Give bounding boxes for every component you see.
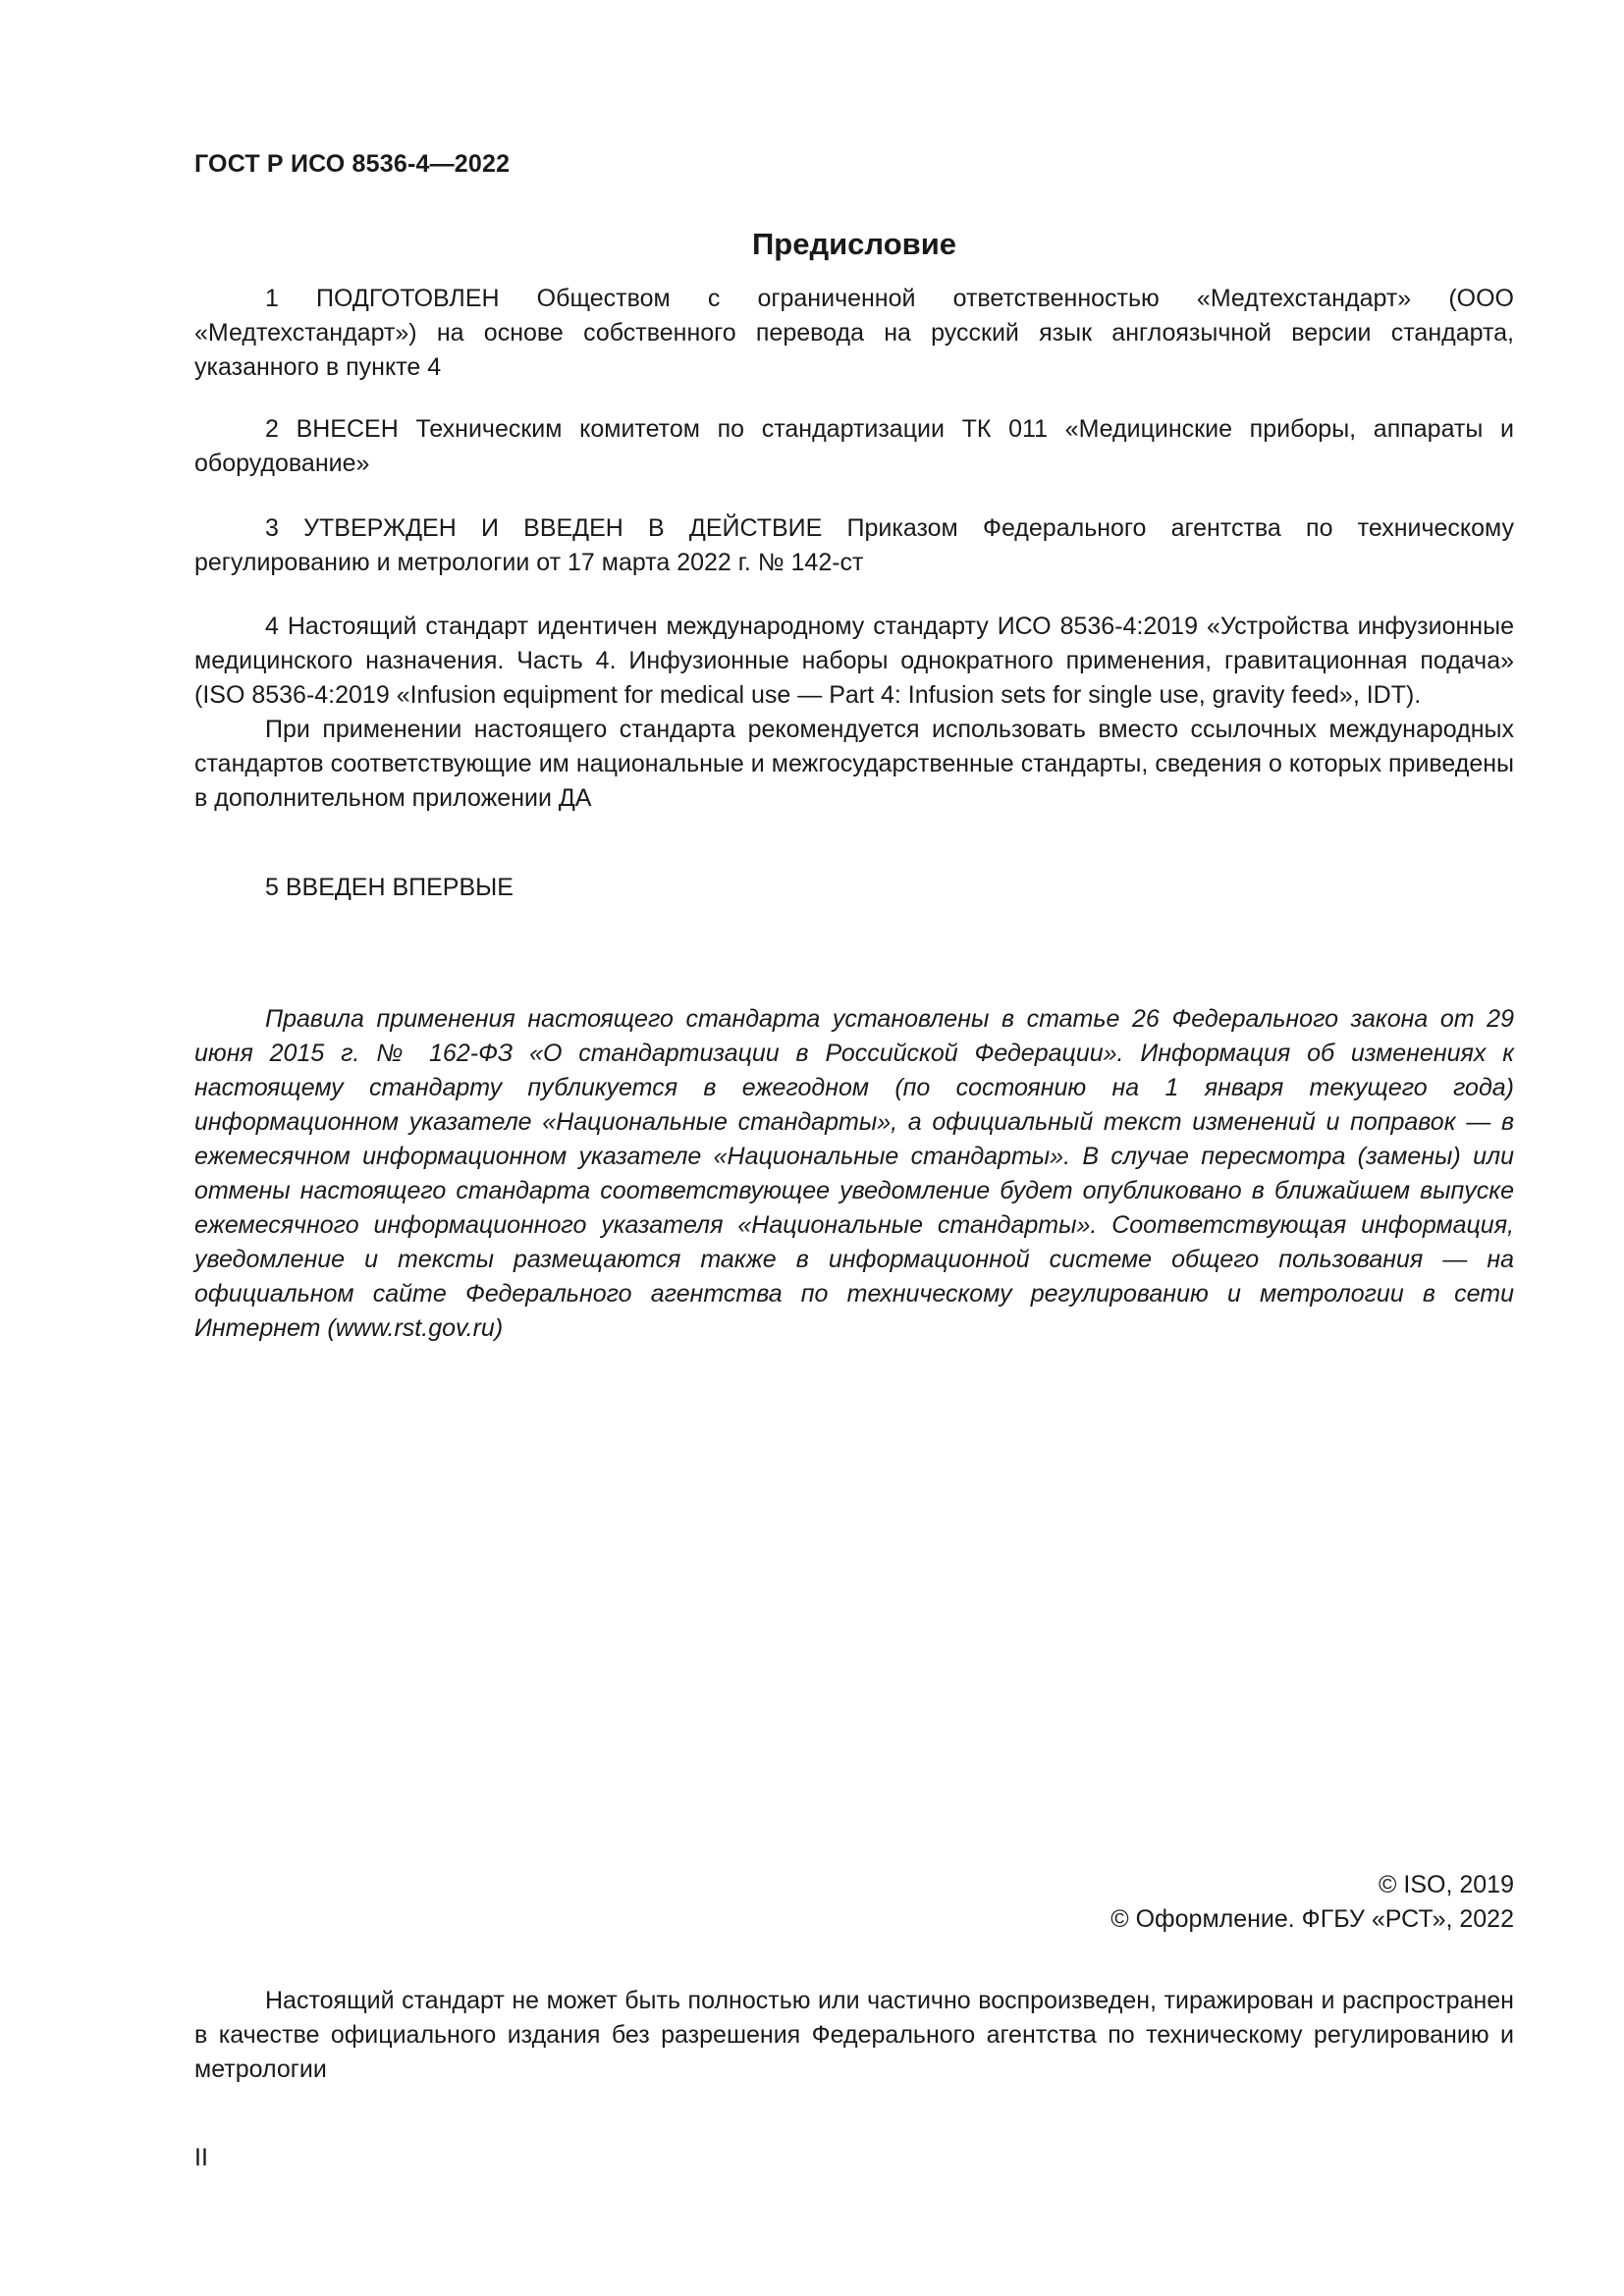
copyright-block (729, 1868, 1514, 1937)
document-code-header: ГОСТ Р ИСО 8536-4—2022 (194, 150, 511, 178)
foreword-item-4-note: При применении настоящего стандарта рекомендуется использовать вместо ссылочных международных стандартов соответствующие им национальные и межгосударственные стандарты, сведения о которых приведены в дополнительном приложении ДА (194, 716, 1514, 812)
foreword-item-4 (194, 610, 1514, 816)
foreword-item-1 (194, 282, 1514, 385)
foreword-item-1-text: 1 ПОДГОТОВЛЕН Обществом с ограниченной ответственностью «Медтехстандарт» (ООО «Медтехстандарт») на основе собственного перевода на русский язык англоязычной версии стандарта, указанного в пункте 4 (194, 285, 1514, 381)
copyright-iso: © ISO, 2019 (1379, 1871, 1514, 1898)
foreword-item-5 (194, 871, 1514, 905)
reproduction-notice (194, 1984, 1514, 2087)
copyright-design: © Оформление. ФГБУ «РСТ», 2022 (1110, 1905, 1514, 1933)
page-title: Предисловие (751, 227, 956, 261)
reproduction-notice-text: Настоящий стандарт не может быть полностью или частично воспроизведен, тиражирован и распространен в качестве официального издания без разрешения Федерального агентства по техническому регулированию и метрологии (194, 1987, 1514, 2083)
foreword-item-2-text: 2 ВНЕСЕН Техническим комитетом по стандартизации ТК 011 «Медицинские приборы, аппараты и оборудование» (194, 415, 1514, 477)
page-number: II (194, 2144, 208, 2171)
rules-notice-text: Правила применения настоящего стандарта установлены в статье 26 Федерального закона от 29 июня 2015 г. № 162-ФЗ «О стандартизации в Российской Федерации». Информация об изменениях к настоящему стандарту публикуется в ежегодном (по состоянию на 1 января текущего года) информационном указателе «Национальные стандарты», а официальный текст изменений и поправок — в ежемесячном информационном указателе «Национальные стандарты». В случае пересмотра (замены) или отмены настоящего стандарта соответствующее уведомление будет опубликовано в ближайшем выпуске ежемесячного информационного указателя «Национальные стандарты». Соответствующая информация, уведомление и тексты размещаются также в информационной системе общего пользования — на официальном сайте Федерального агентства по техническому регулированию и метрологии в сети Интернет (www.rst.gov.ru) (194, 1005, 1514, 1342)
foreword-item-2 (194, 412, 1514, 481)
foreword-item-3 (194, 511, 1514, 580)
rules-notice (194, 1002, 1514, 1346)
foreword-item-5-text: 5 ВВЕДЕН ВПЕРВЫЕ (265, 874, 514, 901)
foreword-item-4-text: 4 Настоящий стандарт идентичен международному стандарту ИСО 8536-4:2019 «Устройства инфузионные медицинского назначения. Часть 4. Инфузионные наборы однократного применения, гравитационная подача» (ISO 8536-4:2019 «Infusion equipment for medical use — Part 4: Infusion sets for single use, gravity feed», IDT). (194, 613, 1514, 709)
foreword-item-3-text: 3 УТВЕРЖДЕН И ВВЕДЕН В ДЕЙСТВИЕ Приказом Федерального агентства по техническому регулированию и метрологии от 17 марта 2022 г. № 142-ст (194, 514, 1514, 576)
